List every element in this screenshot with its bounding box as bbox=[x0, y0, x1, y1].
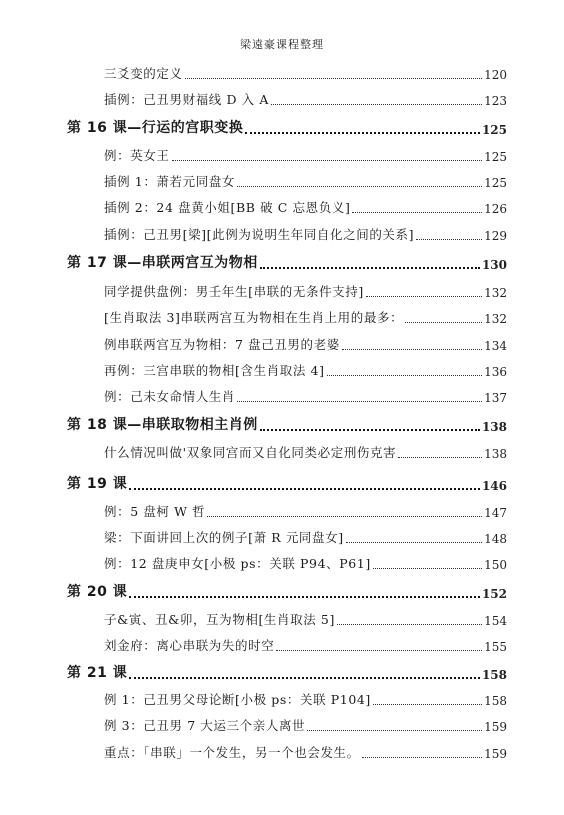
toc-entry-page-number: 150 bbox=[484, 558, 507, 572]
toc-item-entry[interactable] bbox=[104, 90, 507, 108]
toc-entry-page-number: 148 bbox=[484, 532, 507, 546]
toc-entry-page-number: 138 bbox=[484, 447, 507, 461]
toc-lesson-entry[interactable] bbox=[67, 414, 507, 434]
toc-item-entry[interactable] bbox=[104, 528, 507, 546]
toc-item-entry[interactable] bbox=[104, 335, 507, 353]
dot-leader bbox=[352, 211, 482, 213]
dot-leader bbox=[276, 649, 482, 651]
toc-lesson-entry[interactable] bbox=[67, 117, 507, 137]
dot-leader bbox=[362, 756, 482, 758]
toc-entry-page-number: 158 bbox=[484, 694, 507, 708]
toc-item-entry[interactable] bbox=[104, 443, 507, 461]
toc-item-entry[interactable] bbox=[104, 610, 507, 628]
dot-leader bbox=[260, 266, 480, 269]
toc-entry-title: 例 3：己丑男 7 大运三个亲人离世 bbox=[104, 718, 306, 733]
toc-entry-title: 插例：己丑男财福线 D 入 A bbox=[104, 92, 269, 107]
toc-item-entry[interactable] bbox=[104, 308, 507, 326]
dot-leader bbox=[185, 77, 482, 79]
dot-leader bbox=[405, 321, 482, 323]
dot-leader bbox=[129, 487, 480, 490]
toc-entry-page-number: 136 bbox=[484, 365, 507, 379]
toc-entry-title: [生肖取法 3]串联两宫互为物相在生肖上用的最多： bbox=[104, 310, 404, 325]
dot-leader bbox=[327, 374, 483, 376]
toc-entry-title: 例：己未女命情人生肖 bbox=[104, 389, 236, 404]
toc-entry-title: 例：12 盘庚申女[小极 ps：关联 P94、P61] bbox=[104, 556, 371, 571]
toc-entry-page-number: 123 bbox=[484, 94, 507, 108]
dot-leader bbox=[342, 348, 482, 350]
toc-item-entry[interactable] bbox=[104, 690, 507, 708]
dot-leader bbox=[260, 428, 480, 431]
dot-leader bbox=[337, 623, 482, 625]
toc-entry-title: 同学提供盘例：男壬年生[串联的无条件支持] bbox=[104, 284, 364, 299]
toc-entry-title: 刘金府：离心串联为失的时空 bbox=[104, 638, 275, 653]
toc-item-entry[interactable] bbox=[104, 387, 507, 405]
toc-item-entry[interactable] bbox=[104, 198, 507, 216]
toc-item-entry[interactable] bbox=[104, 554, 507, 572]
toc-entry-title: 插例 1：萧若元同盘女 bbox=[104, 174, 236, 189]
toc-entry-title: 梁：下面讲回上次的例子[萧 R 元同盘女] bbox=[104, 530, 344, 545]
toc-entry-page-number: 159 bbox=[484, 720, 507, 734]
toc-entry-title: 什么情况叫做'双象同宫而又自化同类必定刑伤克害 bbox=[104, 445, 397, 460]
dot-leader bbox=[271, 103, 482, 105]
toc-entry-page-number: 137 bbox=[484, 391, 507, 405]
dot-leader bbox=[129, 676, 480, 679]
page-header: 梁遠豪课程整理 bbox=[240, 38, 324, 51]
toc-entry-page-number: 129 bbox=[484, 229, 507, 243]
toc-item-entry[interactable] bbox=[104, 64, 507, 82]
toc-lesson-entry[interactable] bbox=[67, 662, 507, 682]
toc-entry-page-number: 158 bbox=[481, 668, 507, 682]
toc-entry-title: 子&寅、丑&卯，互为物相[生肖取法 5] bbox=[104, 612, 335, 627]
dot-leader bbox=[346, 541, 482, 543]
toc-entry-page-number: 138 bbox=[481, 420, 507, 434]
toc-entry-page-number: 146 bbox=[481, 479, 507, 493]
dot-leader bbox=[237, 400, 482, 402]
toc-entry-title: 第 21 课 bbox=[67, 665, 128, 681]
toc-entry-title: 例：英女王 bbox=[104, 148, 170, 163]
toc-item-entry[interactable] bbox=[104, 172, 507, 190]
toc-item-entry[interactable] bbox=[104, 146, 507, 164]
dot-leader bbox=[416, 238, 482, 240]
toc-entry-page-number: 152 bbox=[481, 587, 507, 601]
toc-entry-title: 第 17 课—串联两宫互为物相 bbox=[67, 255, 258, 271]
toc-item-entry[interactable] bbox=[104, 282, 507, 300]
dot-leader bbox=[129, 595, 480, 598]
toc-item-entry[interactable] bbox=[104, 361, 507, 379]
toc-entry-title: 再例：三宫串联的物相[含生肖取法 4] bbox=[104, 363, 325, 378]
toc-item-entry[interactable] bbox=[104, 743, 507, 761]
toc-entry-title: 例：5 盘柯 W 哲 bbox=[104, 504, 206, 519]
toc-entry-page-number: 154 bbox=[484, 614, 507, 628]
toc-entry-title: 例串联两宫互为物相：7 盘己丑男的老婆 bbox=[104, 337, 340, 352]
toc-lesson-entry[interactable] bbox=[67, 581, 507, 601]
toc-entry-page-number: 159 bbox=[484, 747, 507, 761]
toc-lesson-entry[interactable] bbox=[67, 473, 507, 493]
dot-leader bbox=[207, 515, 482, 517]
toc-entry-page-number: 125 bbox=[484, 150, 507, 164]
toc-entry-page-number: 147 bbox=[484, 506, 507, 520]
dot-leader bbox=[373, 567, 482, 569]
toc-entry-page-number: 125 bbox=[481, 123, 507, 137]
toc-entry-page-number: 120 bbox=[484, 68, 507, 82]
toc-entry-title: 第 20 课 bbox=[67, 584, 128, 600]
dot-leader bbox=[307, 729, 482, 731]
toc-entry-title: 例 1：己丑男父母论断[小极 ps：关联 P104] bbox=[104, 692, 371, 707]
toc-entry-title: 第 19 课 bbox=[67, 476, 128, 492]
toc-entry-title: 插例 2：24 盘黄小姐[BB 破 C 忘恩负义] bbox=[104, 200, 351, 215]
toc-item-entry[interactable] bbox=[104, 502, 507, 520]
dot-leader bbox=[237, 185, 482, 187]
toc-entry-title: 第 18 课—串联取物相主肖例 bbox=[67, 417, 258, 433]
toc-entry-page-number: 155 bbox=[484, 640, 507, 654]
dot-leader bbox=[398, 456, 482, 458]
toc-entry-page-number: 132 bbox=[484, 312, 507, 326]
toc-entry-page-number: 125 bbox=[484, 176, 507, 190]
toc-entry-title: 重点：「串联」一个发生，另一个也会发生。 bbox=[104, 745, 360, 760]
toc-entry-page-number: 132 bbox=[484, 286, 507, 300]
dot-leader bbox=[172, 159, 483, 161]
toc-entry-title: 第 16 课—行运的宫职变换 bbox=[67, 120, 244, 136]
toc-entry-page-number: 130 bbox=[481, 258, 507, 272]
toc-entry-title: 三爻变的定义 bbox=[104, 66, 183, 81]
toc-lesson-entry[interactable] bbox=[67, 252, 507, 272]
dot-leader bbox=[366, 295, 482, 297]
toc-entry-page-number: 126 bbox=[484, 202, 507, 216]
toc-item-entry[interactable] bbox=[104, 225, 507, 243]
dot-leader bbox=[373, 703, 482, 705]
toc-entry-title: 插例：己丑男[梁][此例为说明生年同自化之间的关系] bbox=[104, 227, 415, 242]
toc-item-entry[interactable] bbox=[104, 716, 507, 734]
dot-leader bbox=[245, 131, 480, 134]
toc-entry-page-number: 134 bbox=[484, 339, 507, 353]
toc-item-entry[interactable] bbox=[104, 636, 507, 654]
